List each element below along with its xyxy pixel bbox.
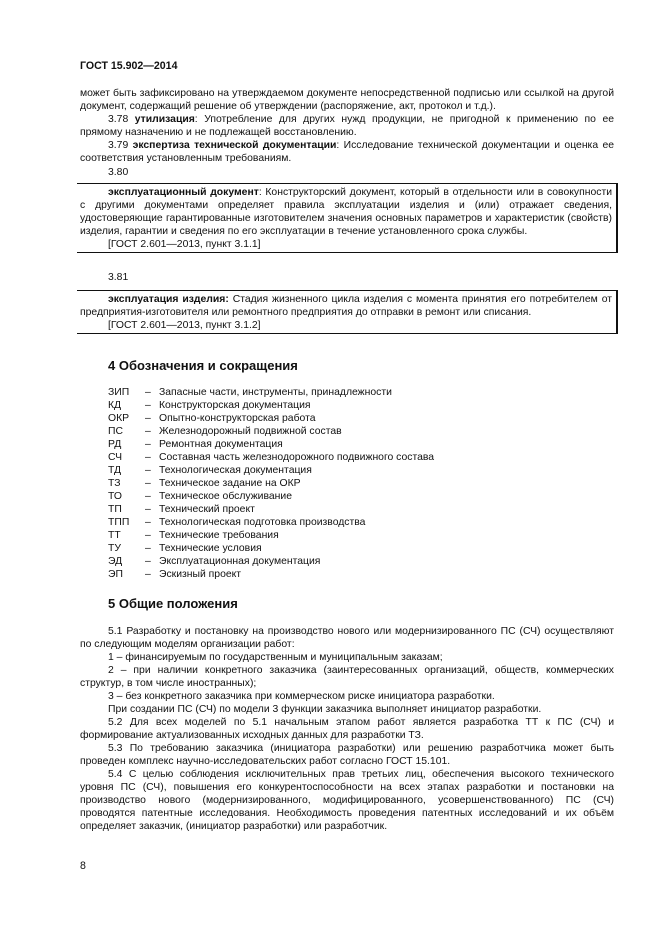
abbreviation: РД bbox=[108, 439, 122, 450]
term-number-3-81: 3.81 bbox=[108, 272, 129, 283]
term-name: эксплуатационный документ bbox=[108, 187, 259, 198]
dash: – bbox=[145, 478, 151, 489]
dash: – bbox=[145, 543, 151, 554]
abbreviation: ТПП bbox=[108, 517, 130, 528]
abbreviation-item bbox=[108, 412, 434, 425]
abbreviation-item bbox=[108, 464, 434, 477]
term-number: 3.79 bbox=[108, 140, 129, 151]
abbreviation-meaning: Опытно-конструкторская работа bbox=[159, 413, 316, 424]
page-number: 8 bbox=[80, 860, 86, 872]
section-5-heading: 5 Общие положения bbox=[108, 596, 238, 611]
abbreviation-item bbox=[108, 516, 434, 529]
abbreviation-meaning: Технический проект bbox=[159, 504, 255, 515]
abbreviation-meaning: Технологическая документация bbox=[159, 465, 312, 476]
terms-intro bbox=[80, 87, 614, 179]
abbreviation-meaning: Конструкторская документация bbox=[159, 400, 311, 411]
abbreviation-item bbox=[108, 477, 434, 490]
term-name: эксплуатация изделия: bbox=[108, 294, 229, 305]
abbreviation: СЧ bbox=[108, 452, 123, 463]
boxed-term-3-81 bbox=[77, 290, 618, 334]
paragraph: 2 – при наличии конкретного заказчика (заинтересованных организаций, обществ, коммерческих структур, в том числе иностранных); bbox=[80, 665, 614, 689]
dash: – bbox=[145, 400, 151, 411]
term-definition: Стадия жизненного цикла изделия с момента принятия его потребителем от предприятия-изготовителя или ремонтного предприятия до отправки в ремонт или списания. bbox=[80, 294, 613, 318]
abbreviation-meaning: Технологическая подготовка производства bbox=[159, 517, 366, 528]
dash: – bbox=[145, 517, 151, 528]
abbreviation-meaning: Технические требования bbox=[159, 530, 279, 541]
abbreviation-item bbox=[108, 542, 434, 555]
abbreviation: ТЗ bbox=[108, 478, 121, 489]
dash: – bbox=[145, 413, 151, 424]
abbreviation: ЭД bbox=[108, 556, 123, 567]
abbreviation: ТУ bbox=[108, 543, 121, 554]
dash: – bbox=[145, 556, 151, 567]
abbreviation: ТП bbox=[108, 504, 122, 515]
paragraph: 3 – без конкретного заказчика при коммерческом риске инициатора разработки. bbox=[108, 691, 495, 702]
abbreviation: ТТ bbox=[108, 530, 121, 541]
term-name: экспертиза технической документации bbox=[132, 140, 337, 151]
term-name: утилизация bbox=[134, 114, 195, 125]
abbreviation-item bbox=[108, 568, 434, 581]
dash: – bbox=[145, 491, 151, 502]
abbreviation-meaning: Техническое задание на ОКР bbox=[159, 478, 301, 489]
dash: – bbox=[145, 569, 151, 580]
dash: – bbox=[145, 439, 151, 450]
document-header: ГОСТ 15.902—2014 bbox=[80, 60, 178, 72]
abbreviation-item bbox=[108, 425, 434, 438]
paragraph: 5.2 Для всех моделей по 5.1 начальным этапом работ является разработка ТТ к ПС (СЧ) и формирование актуализованных исходных данных для разработки ТЗ. bbox=[80, 717, 614, 741]
term-number: 3.78 bbox=[108, 114, 129, 125]
dash: – bbox=[145, 387, 151, 398]
term-definition: : Употребление для других нужд продукции, не пригодной к применению по ее прямому назначению и не подлежащей восстановлению. bbox=[80, 114, 615, 138]
abbreviation: ТД bbox=[108, 465, 122, 476]
paragraph: 1 – финансируемым по государственным и муниципальным заказам; bbox=[108, 652, 443, 663]
abbreviation-item bbox=[108, 529, 434, 542]
term-number-3-80: 3.80 bbox=[108, 167, 129, 178]
abbreviation-meaning: Эскизный проект bbox=[159, 569, 242, 580]
section-5-body bbox=[80, 625, 614, 833]
abbreviation: ЭП bbox=[108, 569, 123, 580]
abbreviation: ТО bbox=[108, 491, 122, 502]
dash: – bbox=[145, 452, 151, 463]
abbreviation-meaning: Запасные части, инструменты, принадлежности bbox=[159, 387, 392, 398]
abbreviation-item bbox=[108, 451, 434, 464]
abbreviation-item bbox=[108, 399, 434, 412]
abbreviation-item bbox=[108, 555, 434, 568]
dash: – bbox=[145, 530, 151, 541]
abbreviation-meaning: Железнодорожный подвижной состав bbox=[159, 426, 342, 437]
abbreviations-list bbox=[108, 386, 434, 581]
term-3-78 bbox=[80, 113, 614, 139]
abbreviation-meaning: Ремонтная документация bbox=[159, 439, 283, 450]
term-reference: [ГОСТ 2.601—2013, пункт 3.1.2] bbox=[108, 320, 261, 331]
abbreviation-item bbox=[108, 503, 434, 516]
term-3-79 bbox=[80, 139, 614, 165]
term-reference: [ГОСТ 2.601—2013, пункт 3.1.1] bbox=[108, 239, 261, 250]
abbreviation-meaning: Эксплуатационная документация bbox=[159, 556, 321, 567]
abbreviation: ЗИП bbox=[108, 387, 130, 398]
paragraph: 5.3 По требованию заказчика (инициатора разработки) или решению разработчика может быть проведен комплекс научно-исследовательских работ согласно ГОСТ 15.101. bbox=[80, 743, 614, 767]
abbreviation-item bbox=[108, 490, 434, 503]
abbreviation: ОКР bbox=[108, 413, 130, 424]
abbreviation-meaning: Технические условия bbox=[159, 543, 262, 554]
dash: – bbox=[145, 465, 151, 476]
paragraph: 5.4 С целью соблюдения исключительных прав третьих лиц, обеспечения высокого технического уровня ПС (СЧ), повышения его конкурентоспособности на всех этапах разработки и постановки на производство нового (модернизированного, модифицированного, усовершенствованного) ПС (СЧ) проводятся патентные исследования. Необходимость проведения патентных исследований и их объём определяет заказчик, (инициатор разработки) или разработчик. bbox=[80, 769, 614, 832]
section-4-heading: 4 Обозначения и сокращения bbox=[108, 358, 298, 373]
paragraph: 5.1 Разработку и постановку на производство нового или модернизированного ПС (СЧ) осуществляют по следующим моделям организации работ: bbox=[80, 626, 614, 650]
dash: – bbox=[145, 504, 151, 515]
term-definition: : Конструкторский документ, который в отдельности или в совокупности с другими документами определяет правила эксплуатации изделия и (или) отражает сведения, удостоверяющие гарантированные изготовителем значения основных параметров и характеристик (свойств) изделия, гарантии и сведения по его эксплуатации в течение установленного срока службы. bbox=[80, 187, 613, 237]
boxed-term-3-80 bbox=[77, 183, 618, 253]
abbreviation: КД bbox=[108, 400, 122, 411]
intro-paragraph: может быть зафиксировано на утверждаемом документе непосредственной подписью или ссылкой на другой документ, содержащий решение об утверждении (распоряжение, акт, протокол и т.д.). bbox=[80, 88, 614, 112]
abbreviation-meaning: Составная часть железнодорожного подвижного состава bbox=[159, 452, 435, 463]
abbreviation-meaning: Техническое обслуживание bbox=[159, 491, 292, 502]
dash: – bbox=[145, 426, 151, 437]
abbreviation-item bbox=[108, 386, 434, 399]
paragraph: При создании ПС (СЧ) по модели 3 функции заказчика выполняет инициатор разработки. bbox=[108, 704, 542, 715]
abbreviation-item bbox=[108, 438, 434, 451]
term-definition: : Исследование технической документации и оценка ее соответствия установленным требованиям. bbox=[80, 140, 615, 164]
abbreviation: ПС bbox=[108, 426, 123, 437]
